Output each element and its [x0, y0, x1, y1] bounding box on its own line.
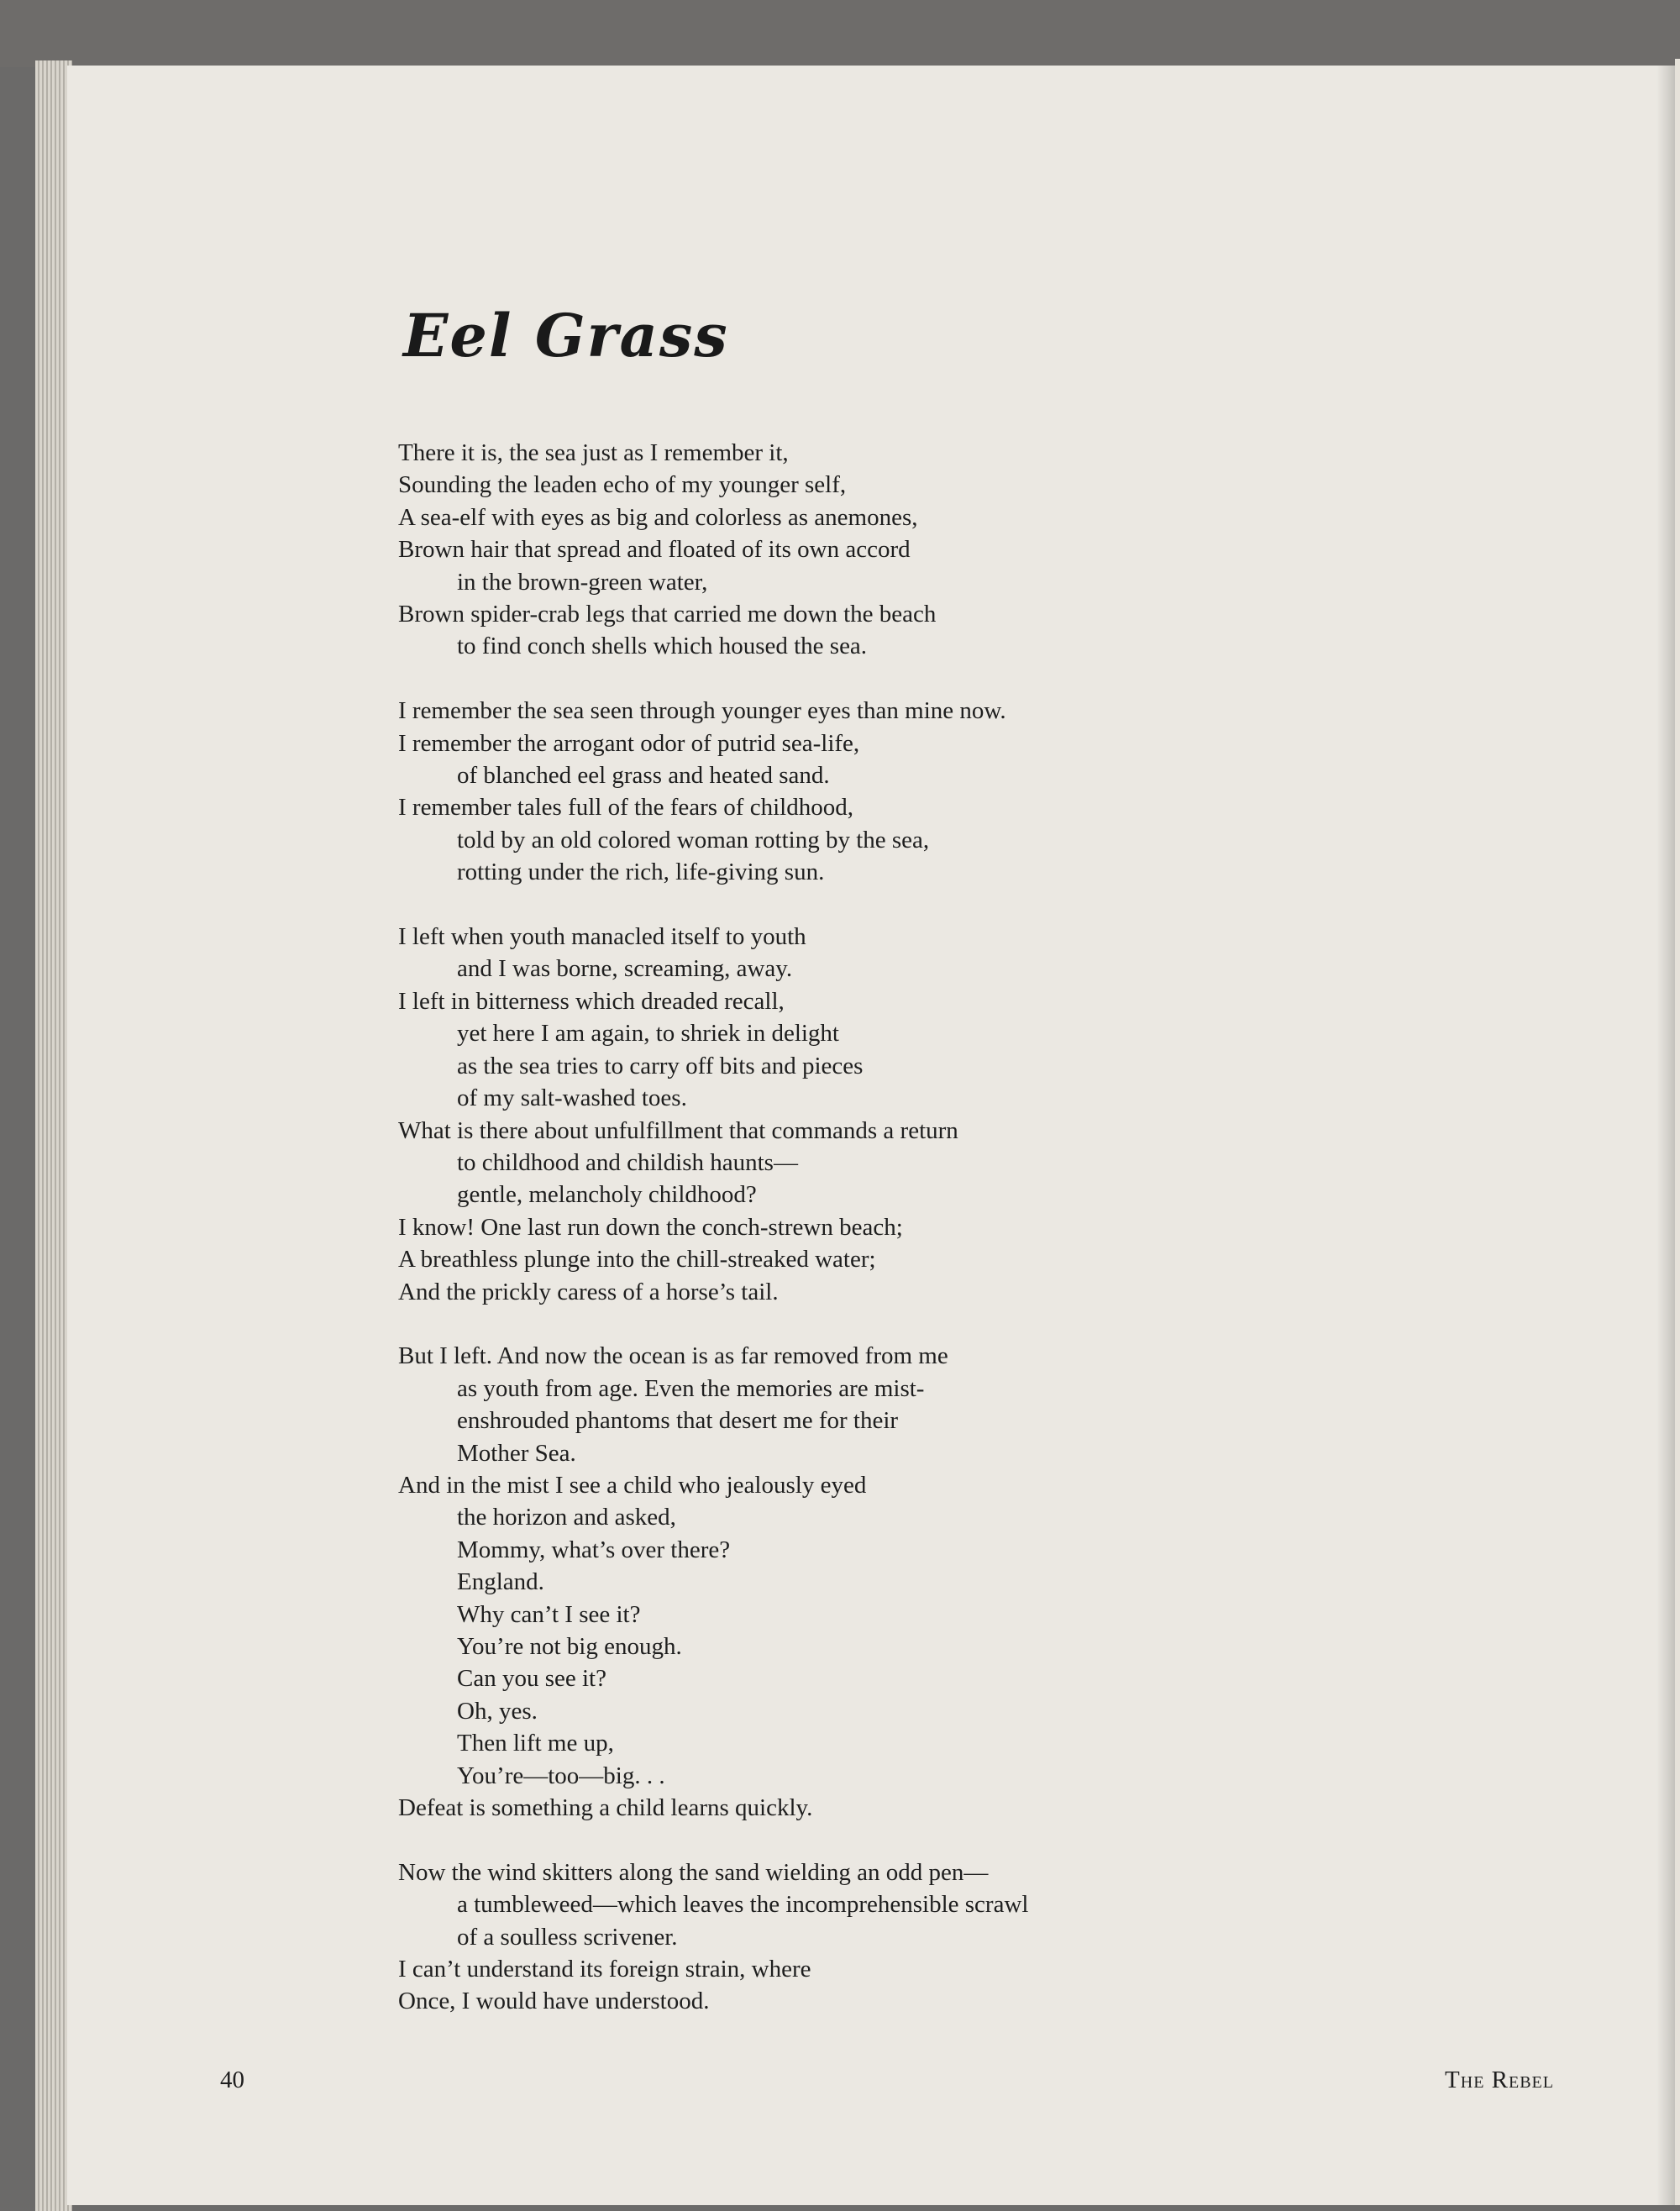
poem-line: A sea-elf with eyes as big and colorless as anemones,	[398, 503, 918, 531]
poem-line: yet here I am again, to shriek in delight	[457, 1020, 839, 1048]
poem-line: And in the mist I see a child who jealously eyed	[398, 1471, 867, 1499]
poem-line: A breathless plunge into the chill-streaked water;	[398, 1246, 876, 1274]
stanza-break	[398, 1824, 1255, 1856]
poem-line: But I left. And now the ocean is as far removed from me	[398, 1342, 948, 1370]
poem-line: of a soulless scrivener.	[457, 1923, 678, 1951]
poem-line: What is there about unfulfillment that commands a return	[398, 1116, 958, 1144]
poem-line: I know! One last run down the conch-strewn beach;	[398, 1213, 903, 1241]
poem-line: And the prickly caress of a horse’s tail.	[398, 1278, 779, 1305]
poem-line: You’re not big enough.	[457, 1632, 682, 1660]
poem-title: Eel Grass	[403, 301, 729, 370]
poem-line: told by an old colored woman rotting by the sea,	[457, 826, 930, 853]
poem-line: I can’t understand its foreign strain, where	[398, 1956, 811, 1983]
poem-line: Now the wind skitters along the sand wielding an odd pen—	[398, 1858, 989, 1886]
facing-page-edge	[1675, 59, 1680, 2205]
poem-line: of my salt-washed toes.	[457, 1084, 687, 1112]
poem-line: as youth from age. Even the memories are mist-	[457, 1374, 925, 1402]
poem-line: to find conch shells which housed the sea.	[457, 633, 868, 660]
poem-line: You’re—too—big. . .	[457, 1762, 665, 1789]
poem-line: the horizon and asked,	[457, 1504, 676, 1531]
poem-line: and I was borne, screaming, away.	[457, 955, 793, 983]
poem-line: Defeat is something a child learns quickly.	[398, 1794, 813, 1822]
poem-line: rotting under the rich, life-giving sun.	[457, 859, 825, 886]
poem-line: enshrouded phantoms that desert me for their	[457, 1407, 899, 1435]
poem-line: England.	[457, 1568, 544, 1596]
poem-line: Why can’t I see it?	[457, 1600, 641, 1628]
poem-line: Brown spider-crab legs that carried me down the beach	[398, 601, 937, 628]
poem-line: of blanched eel grass and heated sand.	[457, 762, 830, 790]
poem-line: in the brown-green water,	[457, 568, 708, 596]
poem-line: I remember tales full of the fears of childhood,	[398, 794, 853, 822]
poem-line: Mommy, what’s over there?	[457, 1536, 731, 1563]
poem-line: gentle, melancholy childhood?	[457, 1181, 757, 1209]
running-title: The Rebel	[1445, 2067, 1554, 2093]
poem-line: to childhood and childish haunts—	[457, 1148, 798, 1176]
poem-line: Mother Sea.	[457, 1439, 576, 1467]
poem-line: I remember the arrogant odor of putrid sea-life,	[398, 729, 860, 757]
poem-body	[398, 437, 1255, 2018]
poem-line: Brown hair that spread and floated of its own accord	[398, 536, 911, 564]
scan-background	[0, 0, 1680, 67]
poem-line: Can you see it?	[457, 1665, 606, 1693]
poem-line: I left in bitterness which dreaded recall,	[398, 987, 785, 1015]
page-number: 40	[220, 2067, 244, 2093]
poem-line: Sounding the leaden echo of my younger self,	[398, 471, 847, 499]
poem-line: Once, I would have understood.	[398, 1988, 710, 2015]
stanza-break	[398, 663, 1255, 695]
poem-line: Oh, yes.	[457, 1697, 538, 1725]
poem-line: as the sea tries to carry off bits and pieces	[457, 1052, 864, 1079]
poem-line: There it is, the sea just as I remember it,	[398, 439, 789, 466]
poem-line: a tumbleweed—which leaves the incomprehensible scrawl	[457, 1891, 1029, 1919]
poem-line: I left when youth manacled itself to youth	[398, 923, 806, 951]
stanza-break	[398, 1308, 1255, 1340]
poem-line: Then lift me up,	[457, 1730, 614, 1757]
poem-line: I remember the sea seen through younger eyes than mine now.	[398, 697, 1006, 725]
stanza-break	[398, 889, 1255, 921]
